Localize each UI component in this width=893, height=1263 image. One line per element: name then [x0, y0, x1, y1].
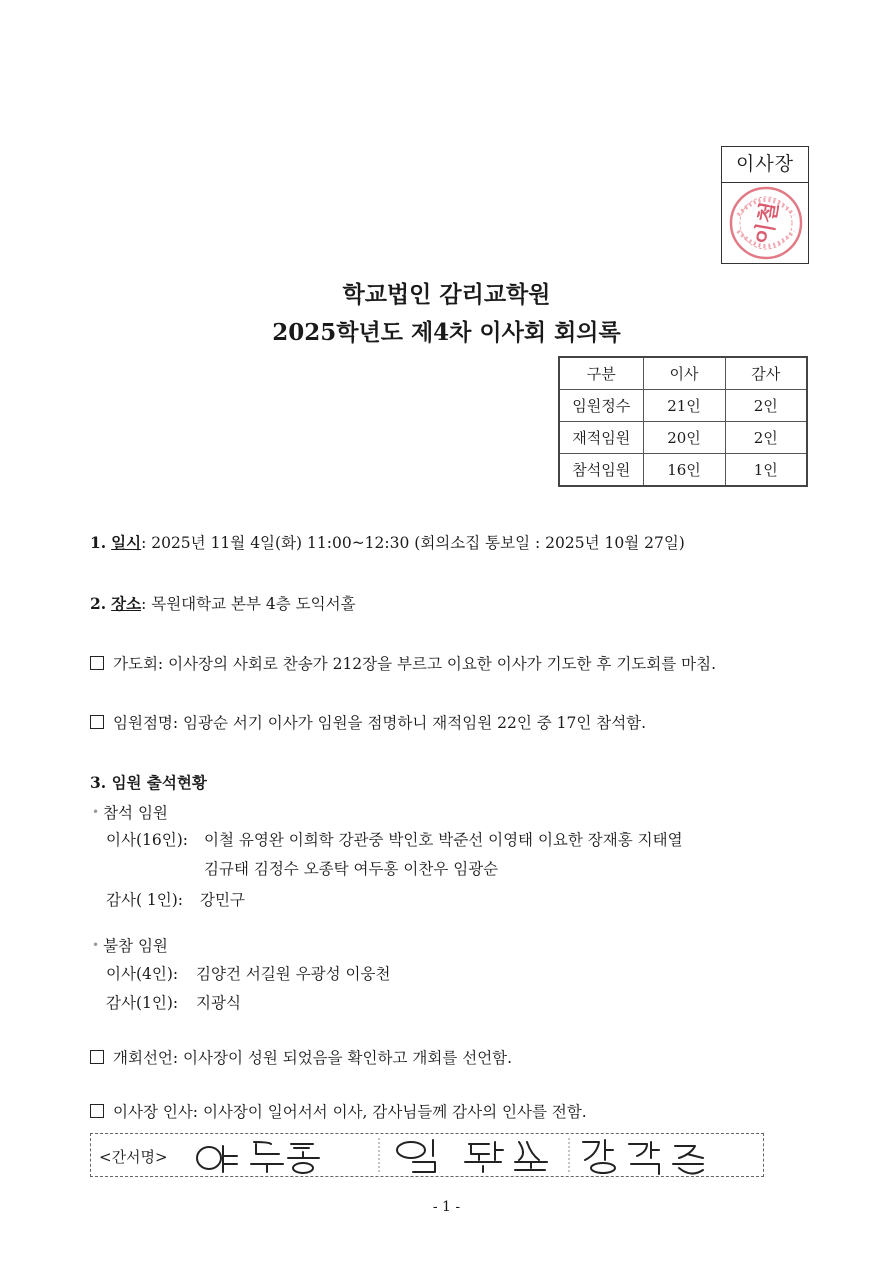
table-cell: 2인 [725, 422, 807, 454]
datetime-item [90, 531, 685, 553]
greeting-item [90, 1100, 587, 1122]
roll-call-item [90, 711, 646, 733]
handwritten-signatures [91, 1134, 765, 1178]
table-header-cell: 이사 [643, 357, 725, 390]
location-item [90, 592, 356, 614]
prayer-text: 가도회: 이사장의 사회로 찬송가 212장을 부르고 이요한 이사가 기도한 후 기도회를 마침. [113, 655, 717, 673]
location-text: : 목원대학교 본부 4층 도익서홀 [141, 595, 356, 613]
opening-text: 개회선언: 이사장이 성원 되었음을 확인하고 개회를 선언함. [113, 1049, 513, 1067]
table-header-cell: 구분 [559, 357, 643, 390]
seal-area [722, 183, 808, 263]
item-number: 2. [90, 594, 107, 613]
table-cell: 2인 [725, 390, 807, 422]
absent-auditors-label: 감사(1인): [106, 994, 179, 1012]
checkbox-square-icon [90, 656, 104, 670]
absent-auditors: 지광식 [196, 994, 241, 1012]
table-row [559, 390, 807, 422]
bullet-icon: • [92, 938, 100, 952]
checkbox-square-icon [90, 715, 104, 729]
table-cell: 참석임원 [559, 454, 643, 487]
present-directors-line2: 김규태 김정수 오종탁 여두홍 이찬우 임광순 [204, 860, 499, 878]
greeting-text: 이사장 인사: 이사장이 일어서서 이사, 감사님들께 감사의 인사를 전함. [113, 1103, 587, 1121]
datetime-text: : 2025년 11월 4일(화) 11:00~12:30 (회의소집 통보일 : 2025년 10월 27일) [141, 534, 685, 552]
item-number: 1. [90, 533, 107, 552]
page-number: - 1 - [432, 1199, 461, 1215]
chairman-seal-icon [728, 185, 804, 261]
signature-box [90, 1133, 764, 1177]
opening-item [90, 1046, 512, 1068]
signature-label: <간서명> [99, 1148, 168, 1166]
present-heading-row [92, 801, 168, 823]
table-cell: 1인 [725, 454, 807, 487]
present-heading: 참석 임원 [103, 804, 168, 822]
table-header-cell: 감사 [725, 357, 807, 390]
absent-directors-label: 이사(4인): [106, 965, 179, 983]
table-cell: 재적임원 [559, 422, 643, 454]
attendance-heading: 3. 임원 출석현황 [90, 773, 207, 792]
table-cell: 21인 [643, 390, 725, 422]
checkbox-square-icon [90, 1050, 104, 1064]
bullet-icon: • [92, 805, 100, 819]
datetime-label: 일시 [111, 533, 142, 552]
table-row [559, 454, 807, 487]
document-title-line1: 학교법인 감리교학원 [342, 281, 551, 308]
absent-directors: 김양건 서길원 우광성 이웅천 [196, 965, 391, 983]
signature-3 [583, 1140, 703, 1174]
roll-call-text: 임원점명: 임광순 서기 이사가 임원을 점명하니 재적임원 22인 중 17인 참석함. [113, 714, 647, 732]
approval-label: 이사장 [722, 147, 808, 183]
table-cell: 16인 [643, 454, 725, 487]
table-cell: 임원정수 [559, 390, 643, 422]
table-row [559, 422, 807, 454]
present-auditors-label: 감사( 1인): [106, 891, 184, 909]
present-auditors: 강민구 [200, 891, 245, 909]
present-directors-line1: 이철 유영완 이희학 강관중 박인호 박준선 이영태 이요한 장재홍 지태열 [204, 831, 683, 849]
approval-box [721, 146, 809, 264]
prayer-item [90, 652, 716, 674]
location-label: 장소 [111, 594, 142, 613]
document-title-line2: 2025학년도 제4차 이사회 회의록 [272, 319, 621, 346]
checkbox-square-icon [90, 1104, 104, 1118]
seal-text: 이철 [751, 200, 784, 247]
absent-heading-row [92, 934, 168, 956]
officer-count-table [558, 356, 808, 487]
signature-1 [197, 1142, 319, 1173]
table-header-row [559, 357, 807, 390]
table-cell: 20인 [643, 422, 725, 454]
present-directors-label: 이사(16인): [106, 831, 188, 849]
signature-2 [397, 1140, 547, 1172]
absent-heading: 불참 임원 [103, 937, 168, 955]
